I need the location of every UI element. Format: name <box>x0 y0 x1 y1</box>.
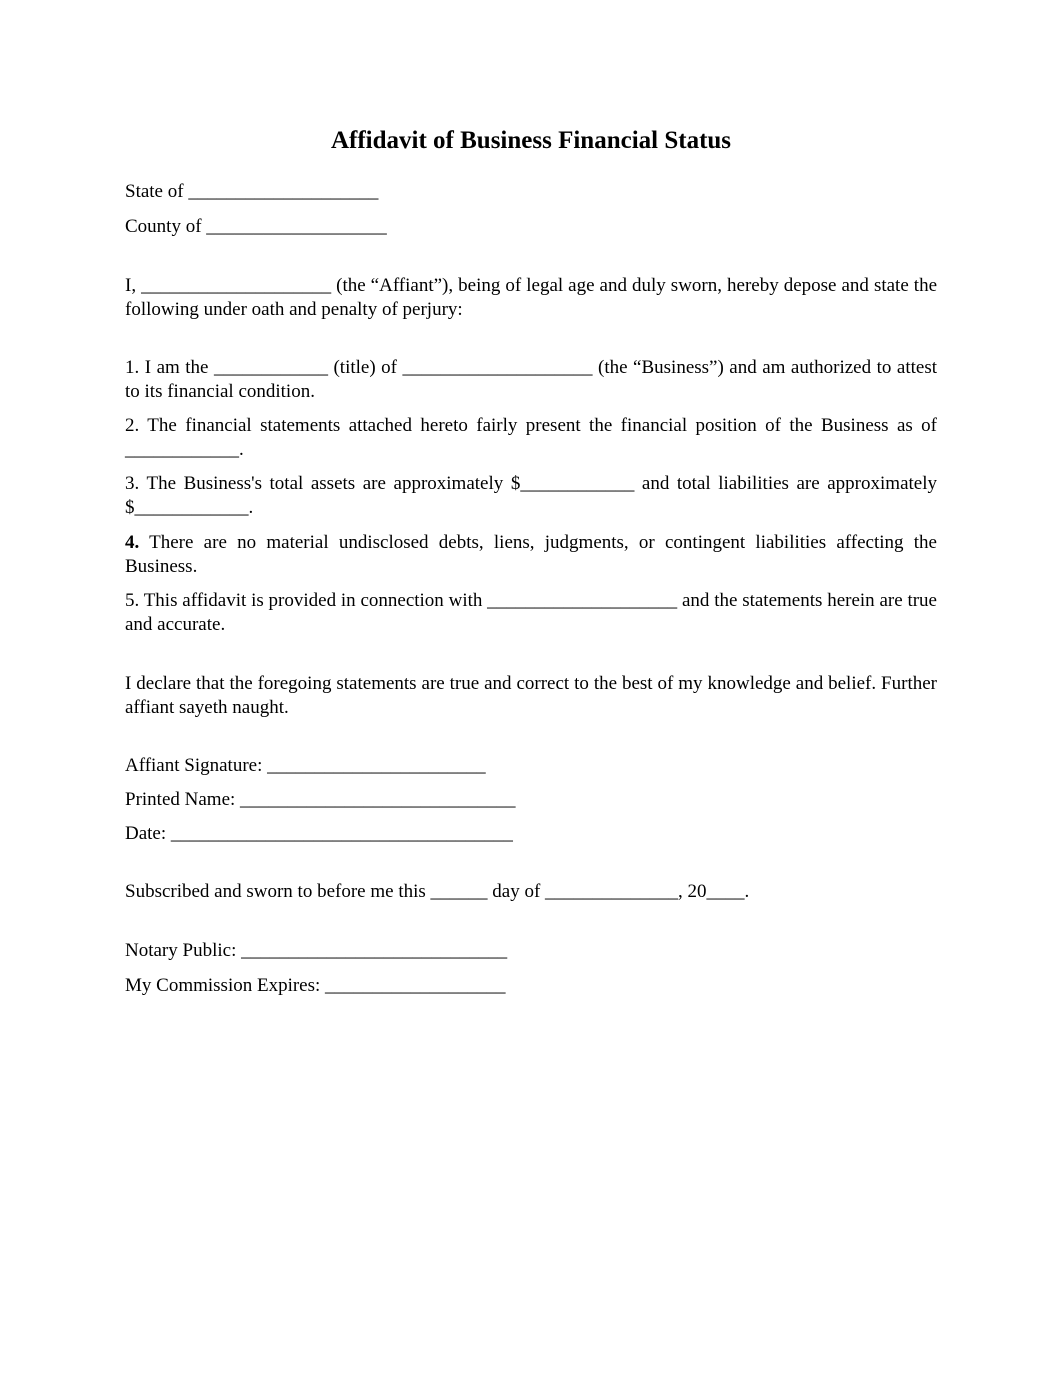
county-of-field: County of ___________________ <box>125 216 387 237</box>
list-item-5 <box>125 589 937 637</box>
printed-name-field: Printed Name: _____________________________ <box>125 789 516 810</box>
document-title: Affidavit of Business Financial Status <box>330 127 732 154</box>
item-number: 3. <box>125 473 140 494</box>
commission-expires-field: My Commission Expires: ___________________ <box>125 975 506 996</box>
notary-public-field: Notary Public: ____________________________ <box>125 940 508 961</box>
item-number: 2. <box>125 415 140 436</box>
list-item-4 <box>125 531 937 579</box>
item-text: This affidavit is provided in connection with ____________________ and the statements herein are true and accurate. <box>125 590 937 635</box>
list-item-1 <box>125 356 937 404</box>
item-text: The Business's total assets are approximately $____________ and total liabilities are approximately $____________. <box>125 473 937 518</box>
declaration-paragraph: I declare that the foregoing statements are true and correct to the best of my knowledge and belief. Further affiant sayeth naught. <box>125 673 937 718</box>
item-number: 5. <box>125 590 140 611</box>
intro-paragraph: I, ____________________ (the “Affiant”), being of legal age and duly sworn, hereby depose and state the following under oath and penalty of perjury: <box>125 275 937 320</box>
item-number: 1. <box>125 357 140 378</box>
state-of-field: State of ____________________ <box>125 181 379 202</box>
item-text: I am the ____________ (title) of ____________________ (the “Business”) and am authorized to attest to its financial condition. <box>125 357 937 402</box>
affiant-signature-field: Affiant Signature: _______________________ <box>125 755 486 776</box>
subscribed-sworn-line: Subscribed and sworn to before me this ______ day of ______________, 20____. <box>125 881 750 902</box>
list-item-2 <box>125 414 937 462</box>
date-field: Date: ____________________________________ <box>125 823 513 844</box>
list-item-3 <box>125 472 937 520</box>
item-number: 4. <box>125 532 140 553</box>
item-text: There are no material undisclosed debts, liens, judgments, or contingent liabilities affecting the Business. <box>125 532 937 577</box>
item-text: The financial statements attached hereto fairly present the financial position of the Business as of ____________. <box>125 415 937 460</box>
